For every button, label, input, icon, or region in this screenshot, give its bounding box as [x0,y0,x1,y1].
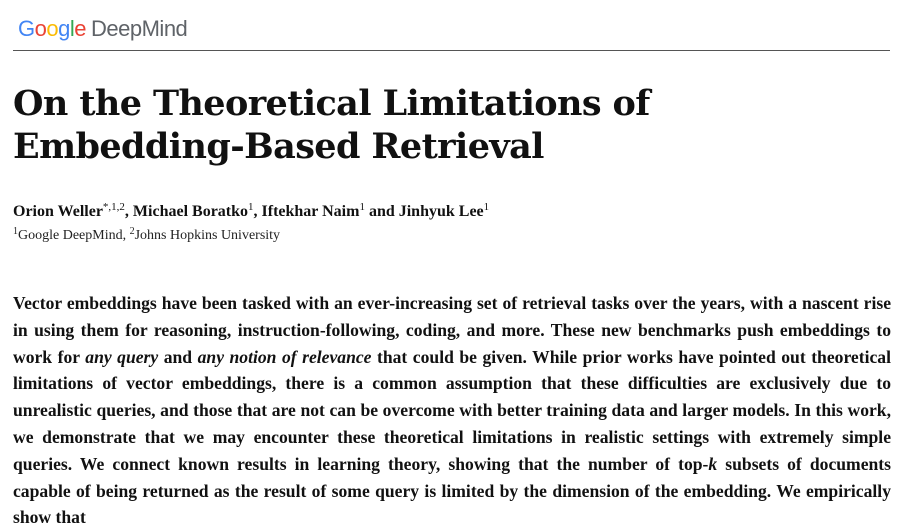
abstract-emphasis: any query [85,346,159,367]
author-affiliation-marks: *,1,2 [102,201,125,213]
affiliation-mark: 1 [13,226,18,237]
author-name: Jinhyuk Lee [398,203,484,220]
logo-product-name: DeepMind [91,16,188,41]
author-affiliation-marks: 1 [248,201,254,213]
affiliation-name: Google DeepMind [18,228,123,243]
author-name: Michael Boratko [132,203,249,220]
google-deepmind-logo: Google DeepMind [18,16,188,41]
affiliation-name: Johns Hopkins University [134,228,281,243]
paper-title: On the Theoretical Limitations of Embedding-Based Retrieval [13,83,650,167]
abstract-math-variable: k [708,453,718,474]
author-affiliation-marks: 1 [359,201,365,213]
author-affiliation-marks: 1 [483,201,490,213]
author-name: Orion Weller [13,203,103,220]
affiliation-list [13,227,280,245]
abstract-paragraph: Vector embeddings have been tasked with an ever-increasing set of retrieval tasks over the years, with a nascent rise in using them for reasoning, instruction-following, coding, and more. These new benchmarks push embeddings to work for any query and any notion of relevance that could be given. While prior works have pointed out theoretical limitations of vector embeddings, there is a common assumption that these difficulties are exclusively due to unrealistic queries, and those that are not can be overcome with better training data and larger models. In this work, we demonstrate that we may encounter these theoretical limitations in realistic settings with extremely simple queries. We connect known results in learning theory, showing that the number of top-k subsets of documents capable of being returned as the result of some query is limited by the dimension of the embedding. We empirically show that [13,293,891,528]
abstract-emphasis: any notion of relevance [197,346,372,367]
affiliation-mark: 2 [129,226,135,237]
affiliation-separator: , [122,228,130,243]
page-header [13,14,890,51]
author-separator: and [364,203,399,220]
author-list [13,202,489,222]
author-separator: , [253,203,262,220]
author-name: Iftekhar Naim [261,203,360,220]
author-separator: , [124,203,133,220]
